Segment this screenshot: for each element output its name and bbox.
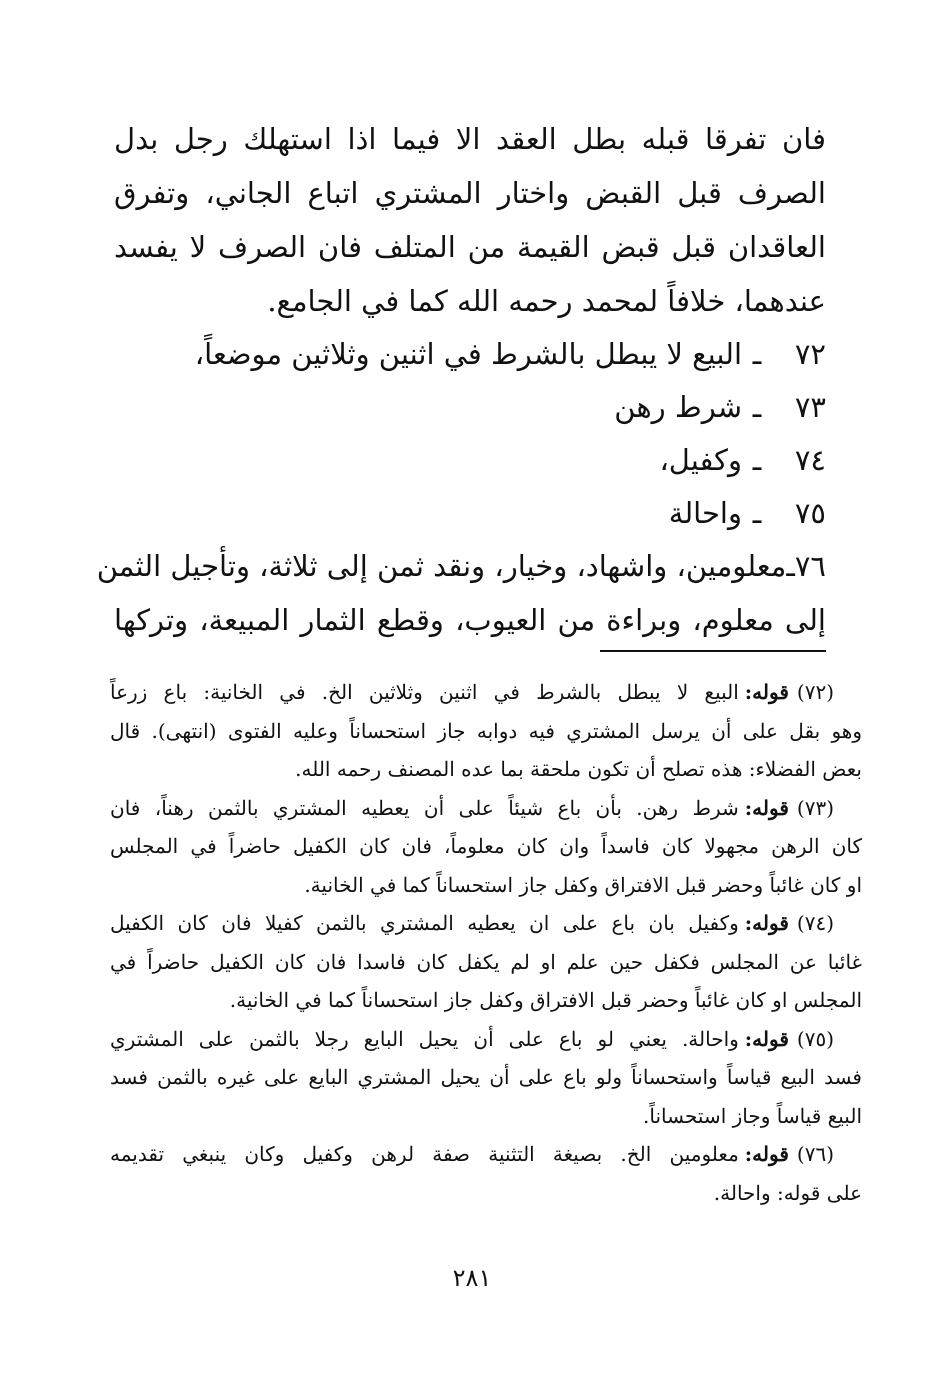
item-number: ٧٥ [794, 496, 826, 530]
footnote-line: المجلس او كان غائباً وحضر قبل الافتراق وكفل جاز استحساناً كما في الخانية. [229, 988, 862, 1012]
main-text-continuation: إلى معلوم، وبراءة من العيوب، وقطع الثمار المبيعة، وتركها [114, 603, 826, 637]
footnote-text: معلومين الخ. بصيغة التثنية صفة لرهن وكفيل وكان ينبغي تقديمه [110, 1142, 739, 1166]
numbered-item [114, 487, 826, 540]
numbered-item [96, 540, 826, 593]
footnote [110, 1135, 862, 1212]
footnote [110, 673, 862, 789]
footnote-keyword: قوله: [744, 1026, 789, 1051]
item-dash: ـ [752, 337, 762, 371]
footnote-first-line [110, 673, 862, 712]
item-number: ٧٤ [794, 443, 826, 477]
footnote-text: وكفيل بان باع على ان يعطيه المشتري بالثمن كفيلا فان كان الكفيل [110, 911, 739, 935]
item-number: ٧٢ [794, 337, 826, 371]
item-number: ٧٣ [794, 390, 826, 424]
footnote-line: كان الرهن مجهولا كان فاسداً وان كان معلوماً، فان كان الكفيل حاضراً في المجلس [110, 834, 862, 858]
footnote-ref: (٧٢) [796, 680, 834, 704]
item-text: شرط رهن [614, 390, 742, 424]
main-text-line: عندهما، خلافاً لمحمد رحمه الله كما في الجامع. [267, 284, 826, 318]
item-text: وكفيل، [659, 443, 742, 477]
main-text-line: الصرف قبل القبض واختار المشتري اتباع الجاني، وتفرق [114, 176, 826, 210]
item-dash: ـ [752, 390, 762, 424]
item-dash: ـ [752, 443, 762, 477]
footnote-line: غائبا عن المجلس فكفل حين علم او لم يكفل كان فاسدا فان كان الكفيل حاضراً في [110, 949, 863, 974]
footnotes-block [110, 673, 862, 1212]
main-text-line: العاقدان قبل قبض القيمة من المتلف فان الصرف لا يفسد [114, 230, 826, 264]
footnote-line: فسد البيع قياساً واستحساناً ولو باع على أن يحيل المشتري البايع على غيره بالثمن فسد [110, 1065, 862, 1089]
item-text: البيع لا يبطل بالشرط في اثنين وثلاثين موضعاً، [194, 337, 742, 371]
main-text-line: فان تفرقا قبله بطل العقد الا فيما اذا استهلك رجل بدل [114, 122, 826, 156]
footnote-first-line [110, 904, 862, 943]
footnote-text: شرط رهن. بأن باع شيئاً على أن يعطيه المشتري بالثمن رهناً، فان [110, 795, 739, 820]
numbered-item [114, 381, 826, 434]
item-text: معلومين، واشهاد، وخيار، ونقد ثمن إلى ثلاثة، وتأجيل الثمن [96, 549, 787, 583]
footnote [110, 1020, 862, 1136]
footnote-keyword: قوله: [744, 1142, 789, 1166]
numbered-item [114, 434, 826, 487]
item-text: واحالة [668, 496, 742, 530]
footnote [110, 789, 862, 905]
item-dash: ـ [786, 549, 795, 583]
footnote-keyword: قوله: [744, 911, 789, 935]
footnote-first-line [110, 1135, 862, 1174]
numbered-item [114, 328, 826, 381]
footnote-separator [600, 650, 826, 652]
footnote-ref: (٧٤) [796, 911, 834, 935]
footnote-keyword: قوله: [744, 680, 789, 704]
footnote-text: واحالة. يعني لو باع على أن يحيل البايع رجلا بالثمن على المشتري [110, 1026, 739, 1051]
footnote-keyword: قوله: [744, 795, 789, 820]
main-text-block [96, 112, 826, 647]
footnote-first-line [110, 1020, 862, 1059]
footnote-line: البيع قياساً وجاز استحساناً. [643, 1103, 862, 1128]
footnote-ref: (٧٥) [796, 1026, 834, 1051]
footnote-line: على قوله: واحالة. [713, 1180, 862, 1205]
footnote-line: بعض الفضلاء: هذه تصلح أن تكون ملحقة بما عده المصنف رحمه الله. [295, 757, 862, 781]
footnote-ref: (٧٣) [796, 795, 834, 820]
footnote-first-line [110, 789, 862, 828]
footnote [110, 904, 862, 1020]
item-dash: ـ [752, 496, 762, 530]
footnote-line: او كان غائباً وحضر قبل الافتراق وكفل جاز استحساناً كما في الخانية. [304, 872, 862, 897]
footnote-line: وهو بقل على أن يرسل المشتري فيه دوابه جاز استحساناً وعليه الفتوى (انتهى). قال [110, 718, 862, 743]
page-number: ٢٨١ [452, 1264, 492, 1292]
footnote-text: البيع لا يبطل بالشرط في اثنين وثلاثين الخ. في الخانية: باع زرعاً [110, 680, 739, 704]
footnote-ref: (٧٦) [796, 1142, 834, 1166]
item-number: ٧٦ [794, 549, 826, 583]
